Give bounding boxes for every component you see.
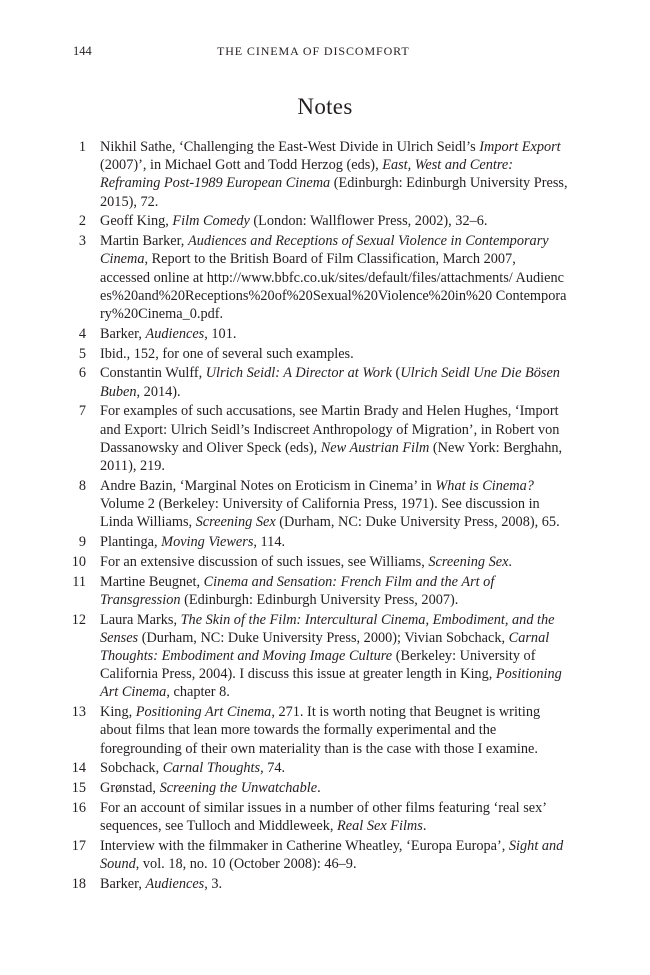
endnote-number: 1 <box>78 139 86 155</box>
endnote-text <box>100 704 540 756</box>
text-run: Martin Barker, <box>100 233 188 250</box>
endnote-number: 10 <box>71 553 86 570</box>
italic-title: Carnal Thoughts: Embodiment and Moving Image Culture <box>100 629 550 665</box>
italic-title: Cinema and Sensation: French Film and the Art of Transgression <box>100 573 495 608</box>
italic-title: Screening Sex <box>195 514 276 531</box>
endnote-number: 11 <box>72 573 86 590</box>
text-run: (Durham, NC: Duke University Press, 2000); Vivian Sobchack, <box>138 629 509 646</box>
endnote-text <box>100 365 560 399</box>
endnote-number: 9 <box>78 534 86 551</box>
url-text: http://www.bbfc.co.uk/sites/default/files/attachments/ Audiences%20and%20Receptions%20of%20Sexual%20Violence%20in%20 Contemporary%20Cinema_0.pdf <box>100 269 567 323</box>
endnote-text <box>100 780 321 796</box>
text-run: Barker, <box>100 876 146 893</box>
endnote-number: 3 <box>78 233 86 250</box>
running-head <box>73 44 580 60</box>
endnote-number: 16 <box>71 800 86 817</box>
text-run: Volume 2 (Berkeley: University of California Press, 1971). See discussion in Linda Williams, <box>100 496 540 531</box>
text-run: Ibid., 152, for one of several such examples. <box>100 345 354 362</box>
endnote-text <box>100 233 566 322</box>
notes-heading: Notes <box>297 94 353 119</box>
italic-title: Audiences and Receptions of Sexual Violence in Contemporary Cinema <box>100 233 549 268</box>
italic-title: Real Sex Films <box>337 818 423 835</box>
text-run: (New York: Berghahn, 2011), 219. <box>100 439 563 475</box>
endnote <box>0 325 650 343</box>
text-run: Barker, <box>100 325 146 342</box>
endnote <box>0 611 650 702</box>
text-run: Andre Bazin, ‘Marginal Notes on Eroticism in Cinema’ in <box>100 477 436 494</box>
endnote <box>0 875 650 893</box>
italic-title: Audiences <box>145 325 205 342</box>
text-run: . <box>508 553 512 570</box>
text-run: Plantinga, <box>100 534 162 551</box>
endnote <box>0 232 650 323</box>
endnote-number: 4 <box>78 325 86 342</box>
endnote-text <box>100 326 236 342</box>
text-run: (London: Wallflower Press, 2002), 32–6. <box>249 213 488 230</box>
text-run: , 101. <box>204 325 237 342</box>
text-run: Nikhil Sathe, ‘Challenging the East-West Divide in Ulrich Seidl’s <box>100 139 480 155</box>
endnote-text <box>100 139 568 210</box>
endnote-text <box>100 800 546 834</box>
italic-title: Positioning Art Cinema <box>100 666 562 701</box>
running-title: THE CINEMA OF DISCOMFORT <box>217 44 410 58</box>
text-run: , 74. <box>260 760 286 777</box>
italic-title: Screening Sex <box>428 553 509 570</box>
endnote-number: 8 <box>78 477 86 494</box>
italic-title: Sight and Sound <box>100 838 564 873</box>
italic-title: Import Export <box>479 139 561 155</box>
endnote <box>0 364 650 400</box>
endnote-text <box>100 213 487 229</box>
endnote-text <box>100 478 560 530</box>
text-run: , 3. <box>204 876 223 893</box>
endnote-number: 5 <box>78 345 86 362</box>
notes-list <box>0 138 650 895</box>
text-run: Laura Marks, <box>100 611 181 628</box>
italic-title: What is Cinema? <box>435 477 534 494</box>
italic-title: Moving Viewers <box>161 534 254 551</box>
endnote-text <box>100 403 562 474</box>
text-run: Interview with the filmmaker in Catherine Wheatley, ‘Europa Europa’, <box>100 838 509 855</box>
endnote <box>0 477 650 532</box>
endnote <box>0 533 650 551</box>
italic-title: Ulrich Seidl Une Die Bösen Buben <box>100 365 560 400</box>
endnote <box>0 799 650 835</box>
endnote-number: 17 <box>71 838 86 855</box>
endnote <box>0 402 650 475</box>
text-run: Sobchack, <box>100 760 163 777</box>
text-run: (Berkeley: University of California Press, 2004). I discuss this issue at greater length in King, <box>100 648 536 683</box>
italic-title: Ulrich Seidl: A Director at Work <box>205 365 392 382</box>
endnote <box>0 573 650 609</box>
italic-title: Film Comedy <box>172 213 250 230</box>
text-run: For an account of similar issues in a number of other films featuring ‘real sex’ sequences, see Tulloch and Middleweek, <box>100 800 546 835</box>
text-run: , 2014). <box>136 383 181 400</box>
endnote-text <box>100 612 562 701</box>
endnote-number: 12 <box>71 611 86 628</box>
text-run: . <box>317 780 321 797</box>
text-run: Martine Beugnet, <box>100 573 204 590</box>
text-run: ( <box>391 365 401 382</box>
italic-title: East, West and Centre: Reframing Post-1989 European Cinema <box>100 157 513 192</box>
italic-title: Audiences <box>145 876 205 893</box>
text-run: . <box>422 818 427 835</box>
text-run: . <box>219 306 224 323</box>
italic-title: The Skin of the Film: Intercultural Cinema, Embodiment, and the Senses <box>100 611 555 646</box>
text-run: , chapter 8. <box>166 684 230 701</box>
endnote <box>0 837 650 873</box>
endnote-text <box>100 876 222 892</box>
endnote <box>0 759 650 777</box>
text-run: , 114. <box>253 534 286 551</box>
page-number: 144 <box>73 44 92 58</box>
text-run: For examples of such accusations, see Martin Brady and Helen Hughes, ‘Import and Export: Ulrich Seidl’s Indiscreet Anthropology of Migration’, in Robert von Dassanowsky and Oliver Speck (eds), <box>100 403 560 456</box>
endnote-number: 14 <box>71 760 86 777</box>
italic-title: Carnal Thoughts <box>162 760 261 777</box>
endnote-text <box>100 760 285 776</box>
text-run: Geoff King, <box>100 213 173 230</box>
italic-title: New Austrian Film <box>320 439 430 456</box>
endnote-text <box>100 838 563 872</box>
text-run: (2007)’, in Michael Gott and Todd Herzog (eds), <box>100 157 383 174</box>
text-run: Constantin Wulff, <box>100 365 206 382</box>
text-run: For an extensive discussion of such issues, see Williams, <box>100 553 429 570</box>
endnote <box>0 212 650 230</box>
endnote-number: 6 <box>78 365 86 382</box>
endnote <box>0 345 650 363</box>
endnote-number: 15 <box>71 780 86 797</box>
text-run: (Edinburgh: Edinburgh University Press, 2007). <box>180 591 459 608</box>
endnote-text <box>100 554 512 570</box>
endnote <box>0 779 650 797</box>
text-run: , 271. It is worth noting that Beugnet is writing about films that lean more towards the formally experimental and the foregrounding of their own materiality than is the case with those I examine. <box>100 704 541 757</box>
text-run: , vol. 18, no. 10 (October 2008): 46–9. <box>135 856 357 873</box>
endnote <box>0 703 650 758</box>
text-run: , Report to the British Board of Film Classification, March 2007, accessed online at <box>100 251 516 286</box>
endnote-text <box>100 346 354 362</box>
endnote-number: 13 <box>71 704 86 721</box>
endnote-number: 18 <box>71 876 86 893</box>
endnote-text <box>100 574 494 608</box>
endnote-number: 2 <box>78 213 86 230</box>
endnote-number: 7 <box>78 403 86 420</box>
text-run: (Durham, NC: Duke University Press, 2008), 65. <box>275 514 560 531</box>
endnote <box>0 138 650 211</box>
italic-title: Positioning Art Cinema <box>135 704 272 721</box>
text-run: (Edinburgh: Edinburgh University Press, 2015), 72. <box>100 175 568 210</box>
text-run: Grønstad, <box>100 780 160 797</box>
endnote-text <box>100 534 285 550</box>
endnote <box>0 553 650 571</box>
italic-title: Screening the Unwatchable <box>159 780 318 797</box>
text-run: King, <box>100 704 136 721</box>
